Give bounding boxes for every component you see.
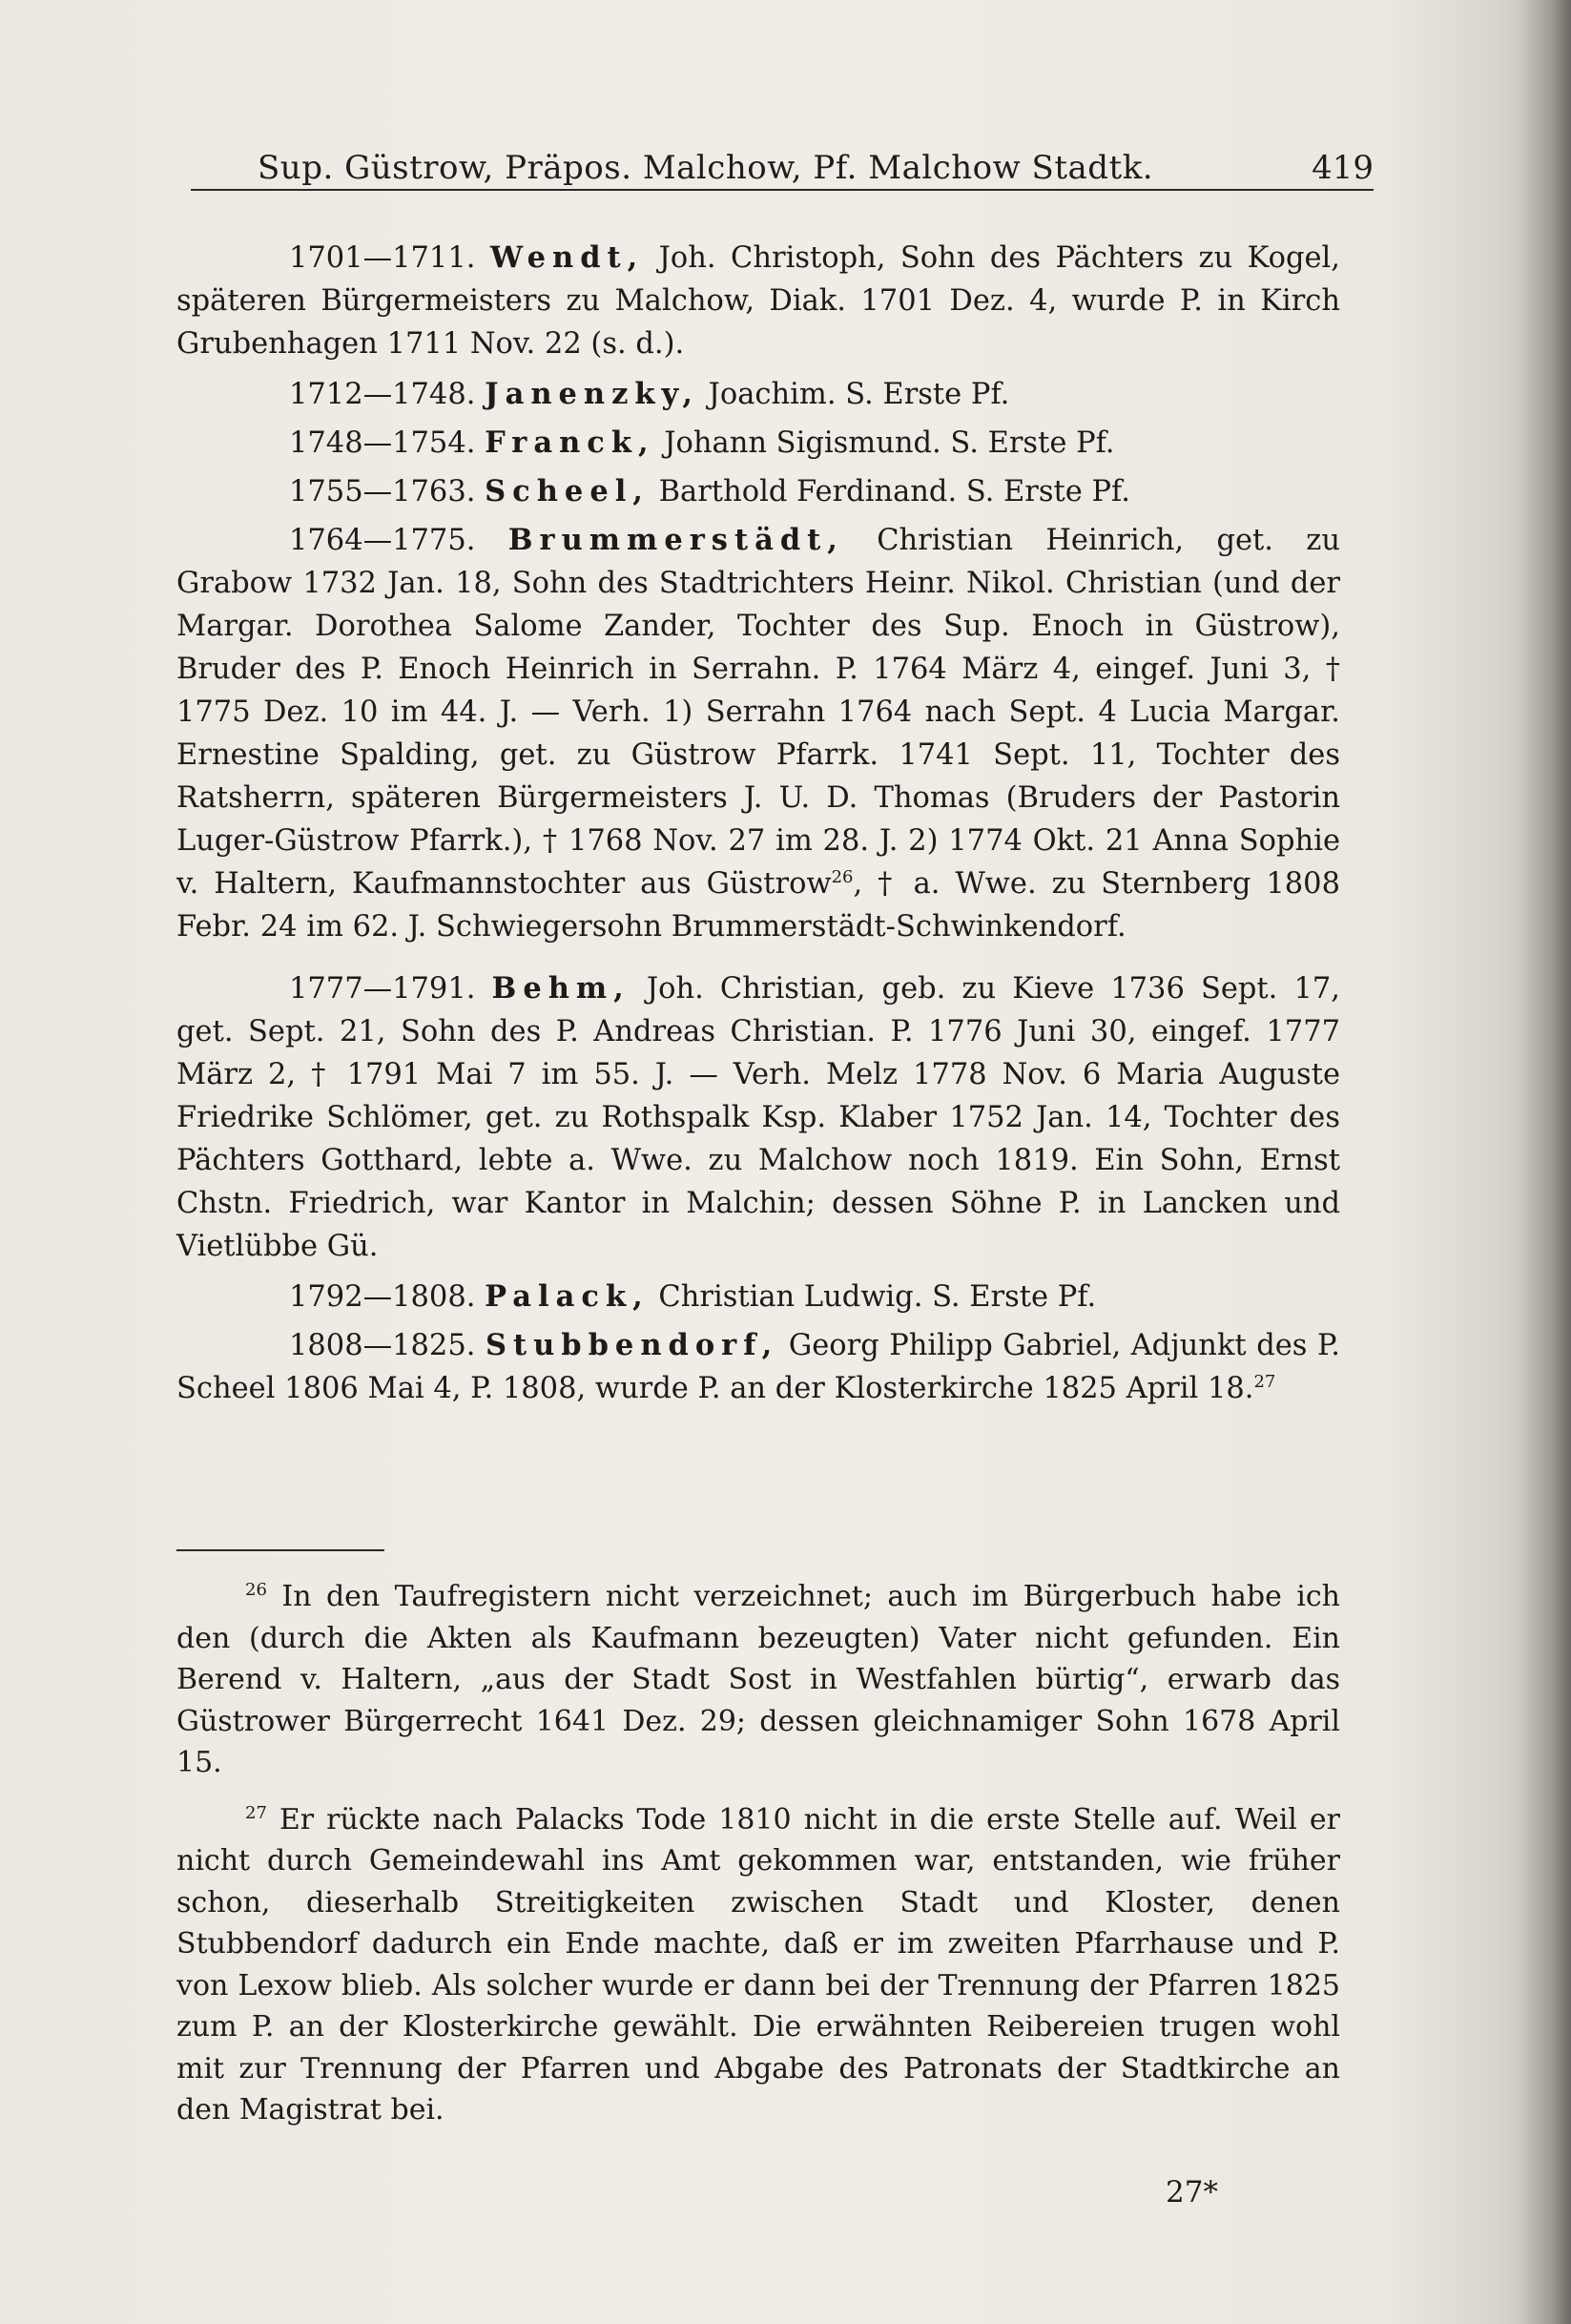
- entry-name: Palack,: [485, 1279, 650, 1314]
- footnote-26: [176, 1576, 1340, 1784]
- entry-name: Franck,: [485, 425, 655, 460]
- entry-period: 1764—1775.: [289, 524, 476, 557]
- entry-period: 1748—1754.: [289, 426, 476, 460]
- entry-text: Christian Ludwig. S. Erste Pf.: [649, 1280, 1097, 1314]
- footnote-ref-27: 27: [1253, 1371, 1276, 1392]
- entry-text: Barthold Ferdinand. S. Erste Pf.: [649, 475, 1130, 508]
- entry-name: Scheel,: [485, 474, 650, 508]
- entry-franck: [176, 422, 1340, 465]
- header-rule: [191, 189, 1374, 191]
- gutter-shadow: [1519, 0, 1571, 2324]
- page-header: [191, 143, 1374, 193]
- entry-period: 1808—1825.: [289, 1329, 476, 1362]
- entry-period: 1701—1711.: [289, 241, 476, 275]
- entry-wendt: [176, 237, 1340, 365]
- footnote-ref-26: 26: [831, 866, 854, 887]
- footnotes: [176, 1576, 1340, 2147]
- entry-text: Joh. Christoph, Sohn des Pächters zu Kogel, späteren Bürgermeisters zu Malchow, Diak. 1701 Dez. 4, wurde P. in Kirch Grubenhagen 1711 Nov. 22 (s. d.).: [176, 241, 1340, 361]
- entry-janenzky: [176, 373, 1340, 416]
- page-number: 419: [1312, 149, 1374, 187]
- entry-behm: [176, 967, 1340, 1268]
- entry-palack: [176, 1276, 1340, 1318]
- entry-text: Johann Sigismund. S. Erste Pf.: [654, 426, 1115, 460]
- entry-name: Janenzky,: [485, 377, 699, 411]
- entry-name: Wendt,: [489, 240, 645, 275]
- entry-scheel: [176, 470, 1340, 513]
- entry-brummerstaedt: [176, 519, 1340, 948]
- printer-signature-mark: 27*: [1166, 2175, 1218, 2210]
- entry-period: 1777—1791.: [289, 972, 476, 1006]
- entry-name: Stubbendorf,: [485, 1328, 779, 1362]
- footnote-27: [176, 1799, 1340, 2131]
- entry-name: Brummerstädt,: [507, 523, 844, 557]
- footnote-rule: [176, 1549, 384, 1551]
- entry-text: Christian Heinrich, get. zu Grabow 1732 Jan. 18, Sohn des Stadtrichters Heinr. Nikol. Christian (und der Margar. Dorothea Salome Zander, Tochter des Sup. Enoch in Güstrow), Bruder des P. Enoch Heinrich in Serrahn. P. 1764 März 4, eingef. Juni 3, † 1775 Dez. 10 im 44. J. — Verh. 1) Serrahn 1764 nach Sept. 4 Lucia Margar. Ernestine Spalding, get. zu Güstrow Pfarrk. 1741 Sept. 11, Tochter des Ratsherrn, späteren Bürgermeisters J. U. D. Thomas (Bruders der Pastorin Luger-Güstrow Pfarrk.), † 1768 Nov. 27 im 28. J. 2) 1774 Okt. 21 Anna Sophie v. Haltern, Kaufmannstochter aus Güstrow: [176, 524, 1340, 901]
- footnote-text: Er rückte nach Palacks Tode 1810 nicht in die erste Stelle auf. Weil er nicht durch Gemeindewahl ins Amt gekommen war, entstanden, wie früher schon, dieserhalb Streitigkeiten zwischen Stadt und Kloster, denen Stubbendorf dadurch ein Ende machte, daß er im zweiten Pfarrhause und P. von Lexow blieb. Als solcher wurde er dann bei der Trennung der Pfarren 1825 zum P. an der Klosterkirche gewählt. Die erwähnten Reibereien trugen wohl mit zur Trennung der Pfarren und Abgabe des Patronats der Stadtkirche an den Magistrat bei.: [176, 1802, 1340, 2127]
- entry-period: 1755—1763.: [289, 475, 476, 508]
- footnote-number: 26: [245, 1580, 267, 1600]
- main-text: [176, 237, 1340, 1418]
- entry-text: Georg Philipp Gabriel, Adjunkt des P. Scheel 1806 Mai 4, P. 1808, wurde P. an der Klosterkirche 1825 April 18.: [176, 1329, 1340, 1405]
- entry-name: Behm,: [491, 971, 630, 1006]
- footnote-number: 27: [245, 1802, 267, 1823]
- entry-text: Joachim. S. Erste Pf.: [698, 378, 1010, 411]
- entry-text: Joh. Christian, geb. zu Kieve 1736 Sept. 17, get. Sept. 21, Sohn des P. Andreas Christian. P. 1776 Juni 30, eingef. 1777 März 2, † 1791 Mai 7 im 55. J. — Verh. Melz 1778 Nov. 6 Maria Auguste Friedrike Schlömer, get. zu Rothspalk Ksp. Klaber 1752 Jan. 14, Tochter des Pächters Gotthard, lebte a. Wwe. zu Malchow noch 1819. Ein Sohn, Ernst Chstn. Friedrich, war Kantor in Malchin; dessen Söhne P. in Lancken und Vietlübbe Gü.: [176, 972, 1340, 1263]
- running-head: Sup. Güstrow, Präpos. Malchow, Pf. Malchow Stadtk.: [258, 149, 1154, 187]
- entry-period: 1712—1748.: [289, 378, 476, 411]
- entry-stubbendorf: [176, 1324, 1340, 1410]
- entry-text-continued: , † a. Wwe. zu Sternberg 1808 Febr. 24 im 62. J. Schwiegersohn Brummerstädt-Schwinkendorf.: [176, 867, 1340, 944]
- footnote-text: In den Taufregistern nicht verzeichnet; auch im Bürgerbuch habe ich den (durch die Akten als Kaufmann bezeugten) Vater nicht gefunden. Ein Berend v. Haltern, „aus der Stadt Sost in Westfahlen bürtig“, erwarb das Güstrower Bürgerrecht 1641 Dez. 29; dessen gleichnamiger Sohn 1678 April 15.: [176, 1580, 1340, 1779]
- entry-period: 1792—1808.: [289, 1280, 476, 1314]
